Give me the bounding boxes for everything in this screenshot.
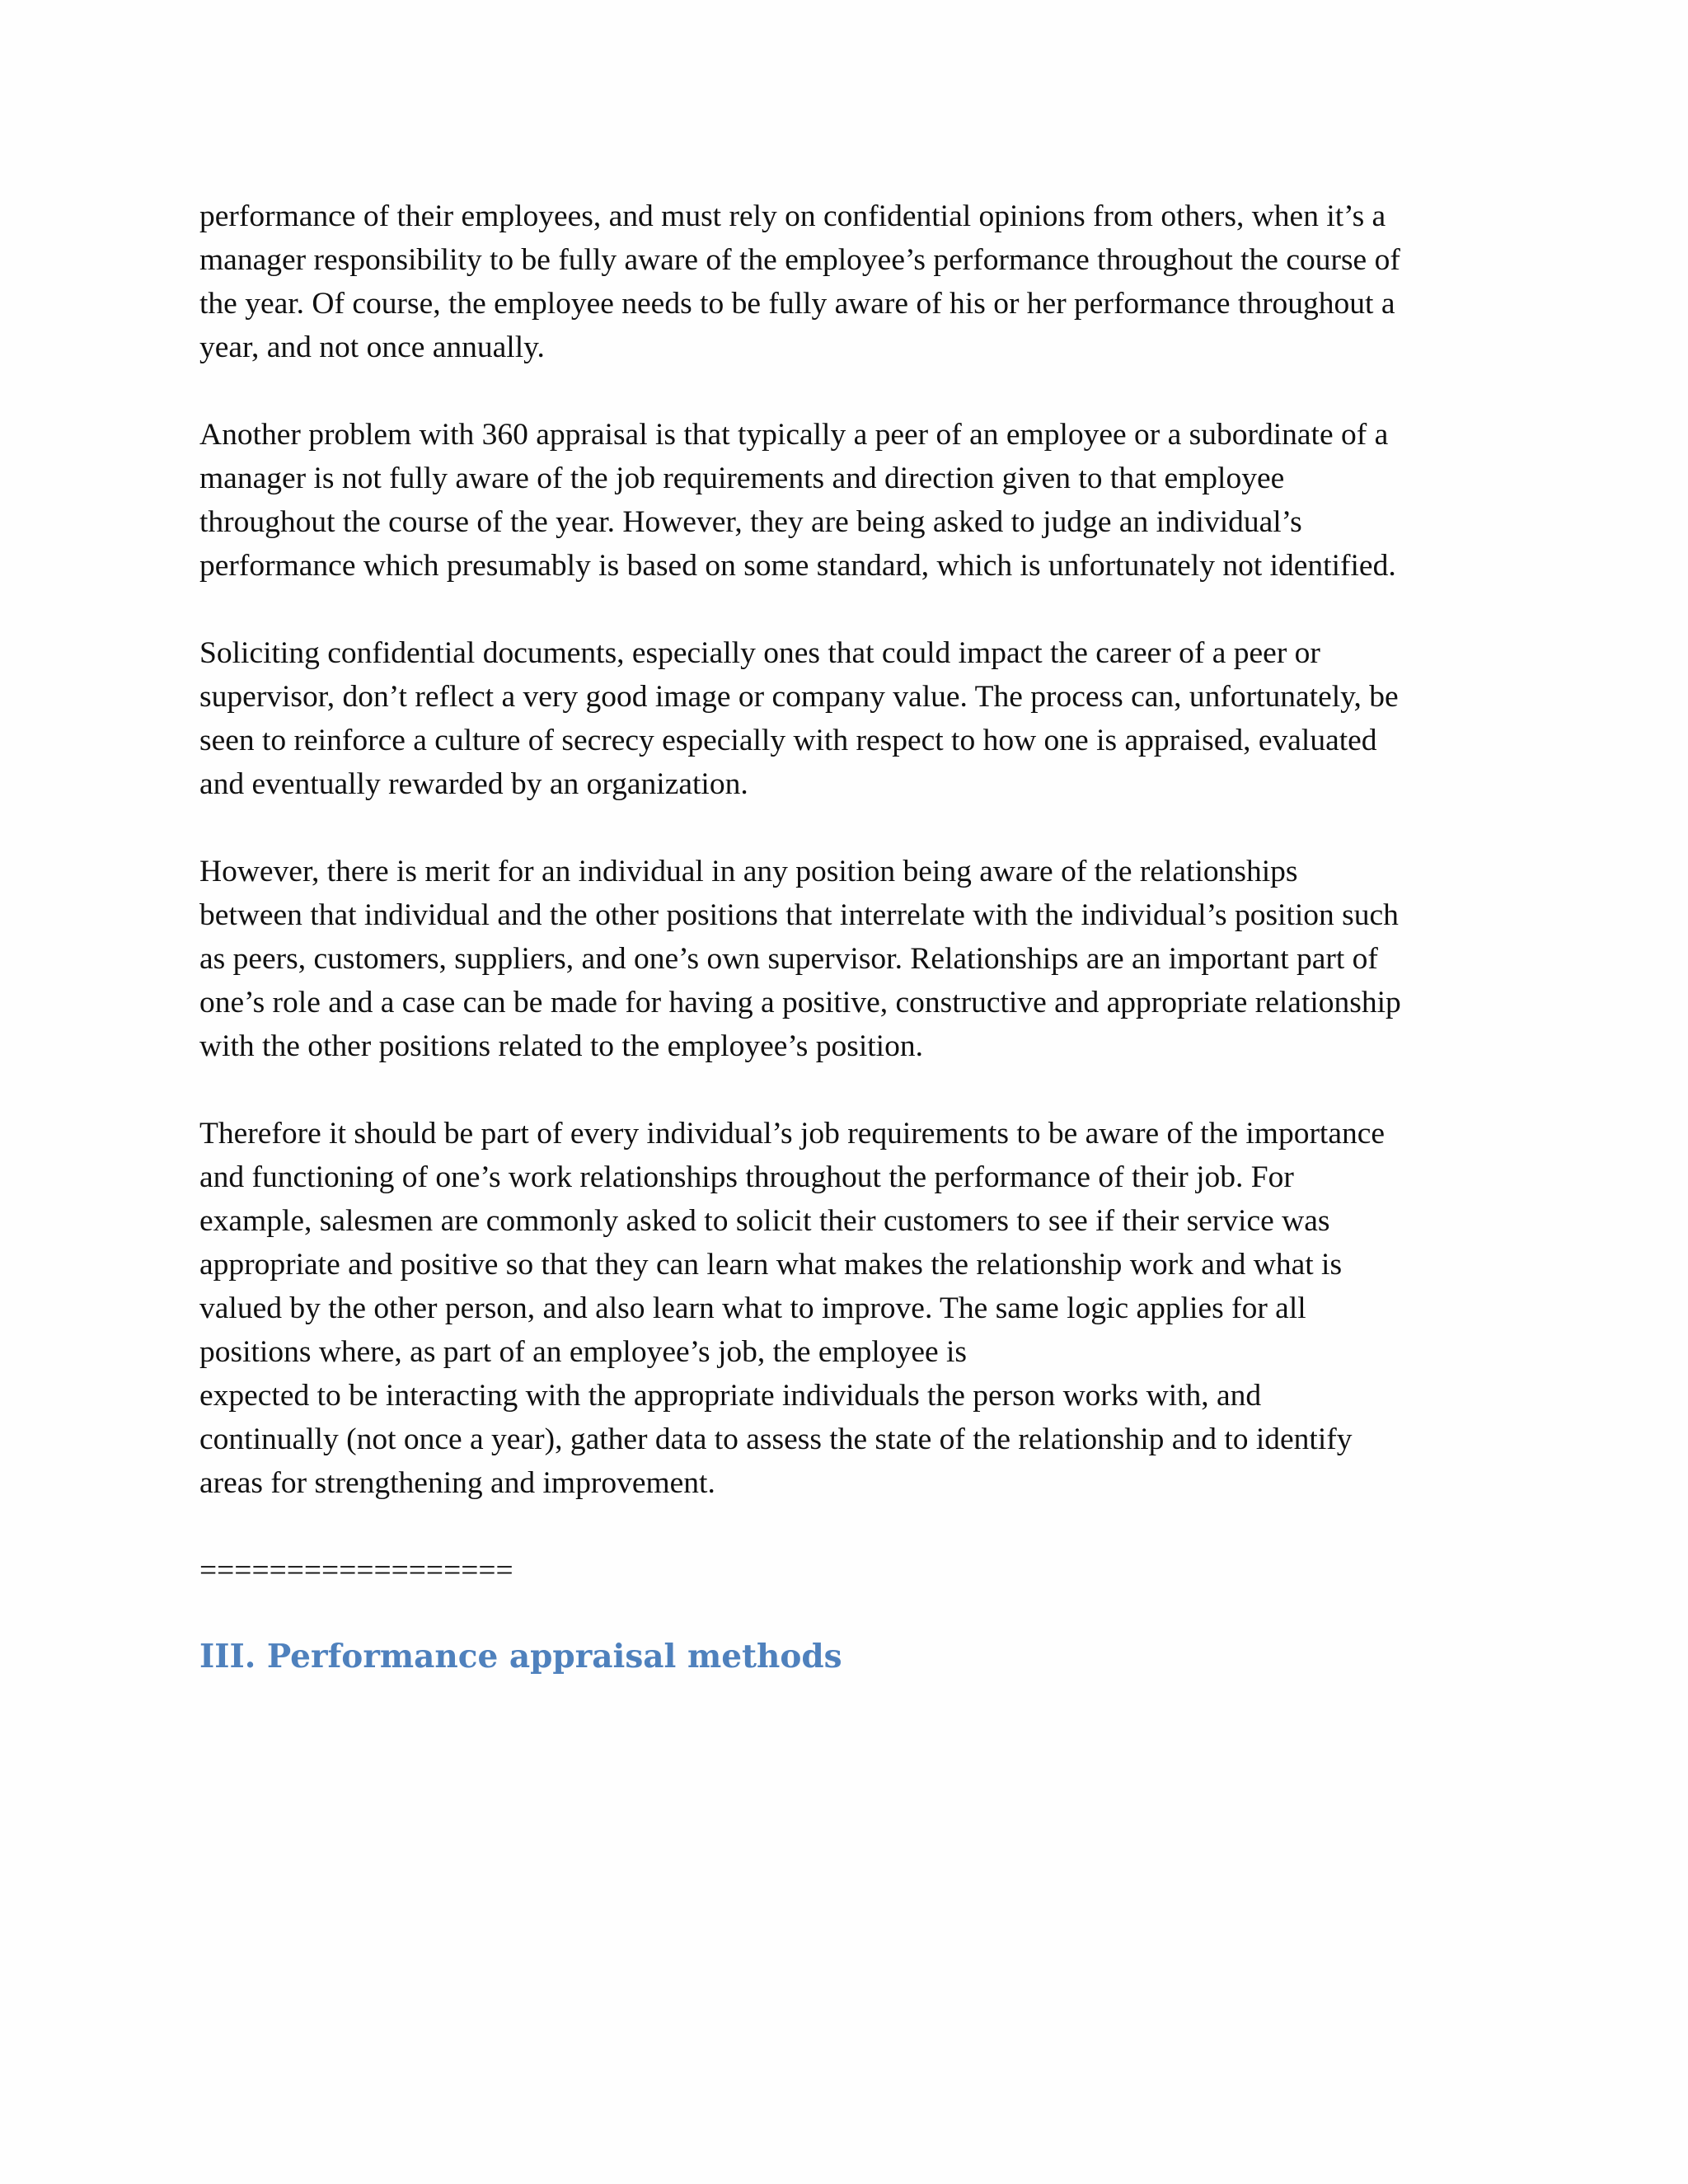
text-line: manager responsibility to be fully aware of the employee’s performance throughout the course of (199, 243, 1400, 277)
text-line: positions where, as part of an employee’s job, the employee is (199, 1335, 968, 1369)
text-line: year, and not once annually. (199, 330, 545, 364)
paragraph-job-requirements (199, 1112, 1502, 1505)
text-line: seen to reinforce a culture of secrecy especially with respect to how one is appraised, evaluated (199, 724, 1377, 757)
text-line: as peers, customers, suppliers, and one’s own supervisor. Relationships are an important part of (199, 942, 1378, 976)
text-line: and functioning of one’s work relationships throughout the performance of their job. For (199, 1160, 1294, 1194)
text-line: However, there is merit for an individual in any position being aware of the relationships (199, 855, 1298, 888)
text-line: continually (not once a year), gather data to assess the state of the relationship and to identify (199, 1422, 1353, 1456)
section-heading: III. Performance appraisal methods (199, 1638, 842, 1675)
text-line: example, salesmen are commonly asked to solicit their customers to see if their service was (199, 1204, 1330, 1238)
text-line: and eventually rewarded by an organization. (199, 767, 748, 801)
text-line: with the other positions related to the employee’s position. (199, 1029, 923, 1063)
paragraph-relationships-merit (199, 850, 1502, 1068)
text-line: expected to be interacting with the appropriate individuals the person works with, and (199, 1379, 1262, 1413)
text-line: performance of their employees, and must rely on confidential opinions from others, when it’s a (199, 199, 1386, 233)
section-separator: ================== (199, 1554, 513, 1587)
text-line: performance which presumably is based on some standard, which is unfortunately not identified. (199, 549, 1396, 583)
paragraph-soliciting-documents (199, 631, 1502, 806)
text-line: between that individual and the other positions that interrelate with the individual’s position such (199, 898, 1399, 932)
text-line: valued by the other person, and also learn what to improve. The same logic applies for all (199, 1291, 1306, 1325)
text-line: areas for strengthening and improvement. (199, 1466, 715, 1500)
text-line: Another problem with 360 appraisal is that typically a peer of an employee or a subordinate of a (199, 418, 1389, 452)
text-line: throughout the course of the year. However, they are being asked to judge an individual’s (199, 505, 1302, 539)
document-body (199, 194, 1502, 1680)
text-line: the year. Of course, the employee needs to be fully aware of his or her performance throughout a (199, 287, 1395, 321)
text-line: one’s role and a case can be made for having a positive, constructive and appropriate relationship (199, 986, 1401, 1019)
text-line: supervisor, don’t reflect a very good image or company value. The process can, unfortunately, be (199, 680, 1399, 714)
paragraph-360-appraisal-problem (199, 413, 1502, 588)
paragraph-confidential-opinions (199, 194, 1502, 369)
text-line: manager is not fully aware of the job requirements and direction given to that employee (199, 462, 1285, 495)
text-line: Soliciting confidential documents, especially ones that could impact the career of a peer or (199, 636, 1320, 670)
text-line: appropriate and positive so that they can learn what makes the relationship work and what is (199, 1248, 1343, 1282)
text-line: Therefore it should be part of every individual’s job requirements to be aware of the importance (199, 1117, 1386, 1151)
